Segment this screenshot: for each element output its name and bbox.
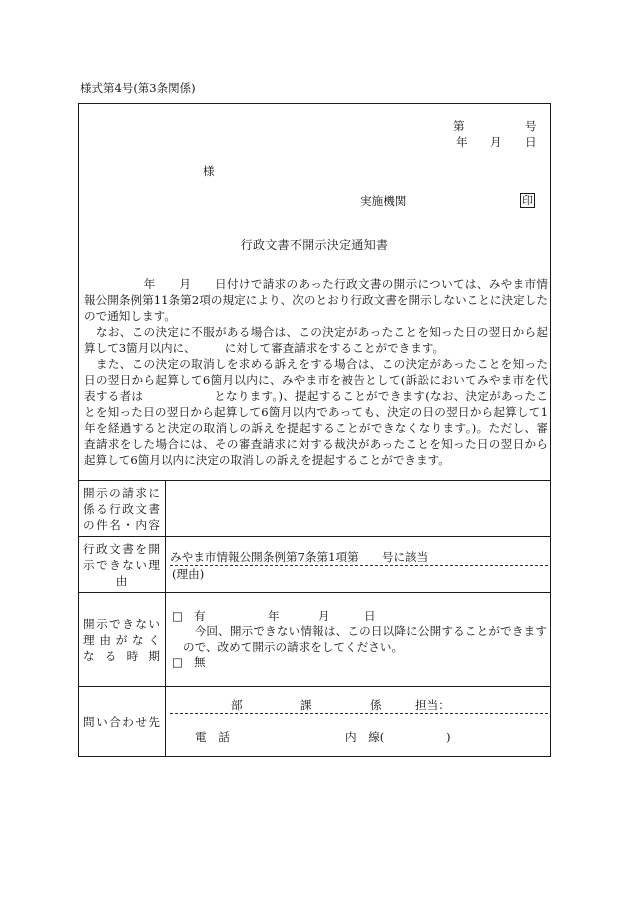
contact-label-line: 問い合わせ先 <box>83 714 160 729</box>
contact-extension-close: ) <box>446 730 451 744</box>
reason-label-line: 行政文書を開 <box>83 541 160 556</box>
form-number-label: 様式第4号(第3条関係) <box>80 81 196 95</box>
availability-note-line: ので、改めて開示の請求をしてください。 <box>183 639 404 654</box>
contact-label <box>79 687 166 756</box>
notice-frame <box>78 103 551 757</box>
body-line: ので通知します。 <box>84 309 176 323</box>
availability-value <box>166 593 550 686</box>
addressee-honorific: 様 <box>203 164 215 178</box>
subject-label <box>79 481 166 536</box>
notice-number-prefix: 第 <box>453 119 465 133</box>
body-line: 査請求をした場合には、その審査請求に対する裁決があったことを知った日の翌日から <box>84 437 548 451</box>
reason-label-line: 由 <box>115 573 128 588</box>
contact-extension-label: 内 線( <box>345 730 385 744</box>
notice-body <box>84 276 548 468</box>
body-line: 表する者は となります。)、提起することができます(なお、決定があったこ <box>84 389 548 403</box>
body-line: 年を経過すると決定の取消しの訴えを提起することができなくなります。)。ただし、審 <box>84 421 548 435</box>
availability-yes-line <box>172 609 547 624</box>
subject-value <box>166 481 550 536</box>
availability-label-line: 理由がなく <box>83 632 160 647</box>
availability-row <box>79 592 550 686</box>
contact-phone-line <box>170 729 548 745</box>
reason-label-line: 示できない理 <box>83 557 160 572</box>
availability-yes-checkbox: □ <box>172 609 183 623</box>
availability-no-line <box>172 655 547 670</box>
body-line: とを知った日の翌日から起算して6箇月以内であっても、決定の日の翌日から起算して1 <box>84 405 548 419</box>
availability-label-line: 開示できない <box>83 616 160 631</box>
reason-note-label: (理由) <box>172 567 205 581</box>
contact-section-label: 課 <box>300 698 312 712</box>
subject-label-line: 係る行政文書 <box>83 501 160 516</box>
notice-date-year-label: 年 <box>456 135 468 149</box>
body-line: 算して3箇月以内に、 に対して審査請求をすることができます。 <box>84 341 445 355</box>
availability-yes-label: 有 <box>194 609 206 623</box>
document-title: 行政文書不開示決定通知書 <box>240 238 389 252</box>
subject-row <box>79 480 550 536</box>
availability-year-label: 年 <box>268 609 280 623</box>
body-line: 年 月 日付けで請求のあった行政文書の開示については、みやま市情 <box>84 277 548 291</box>
contact-unit-label: 係 <box>370 698 382 712</box>
reason-clause: みやま市情報公開条例第7条第1項第 号に該当 <box>170 549 548 566</box>
notice-date-month-label: 月 <box>490 135 502 149</box>
contact-value <box>166 687 550 756</box>
availability-no-checkbox: □ <box>172 655 183 670</box>
body-line: なお、この決定に不服がある場合は、この決定があったことを知った日の翌日から起 <box>84 325 548 339</box>
body-line: 報公開条例第11条第2項の規定により、次のとおり行政文書を開示しないことに決定した <box>84 293 548 307</box>
body-line: 起算して6箇月以内に決定の取消しの訴えを提起することができます。 <box>84 453 450 467</box>
subject-label-line: 開示の請求に <box>83 485 160 500</box>
seal-mark: 印 <box>522 194 533 207</box>
contact-row <box>79 686 550 756</box>
contact-organization-line <box>170 698 548 714</box>
reason-label <box>79 537 166 592</box>
availability-day-label: 日 <box>364 609 376 623</box>
issuer-label: 実施機関 <box>360 194 407 208</box>
subject-label-line: の件名・内容 <box>83 517 160 532</box>
details-table <box>79 480 550 756</box>
body-line: また、この決定の取消しを求める訴えをする場合は、この決定があったことを知った <box>84 357 548 371</box>
availability-no-label: 無 <box>194 655 206 670</box>
notice-date-day-label: 日 <box>525 135 537 149</box>
notice-number-suffix: 号 <box>525 119 537 133</box>
contact-department-label: 部 <box>231 698 243 712</box>
availability-label-line: なる時期 <box>83 648 160 663</box>
body-line: 日の翌日から起算して6箇月以内に、みやま市を被告として(訴訟においてみやま市を代 <box>84 373 548 387</box>
contact-person-label: 担当： <box>415 698 450 712</box>
availability-note-line: 今回、開示できない情報は、この日以降に公開することができます <box>194 624 547 639</box>
contact-phone-label: 電 話 <box>195 730 230 744</box>
reason-row <box>79 536 550 592</box>
availability-label <box>79 593 166 686</box>
availability-month-label: 月 <box>318 609 330 623</box>
reason-value <box>166 537 550 592</box>
